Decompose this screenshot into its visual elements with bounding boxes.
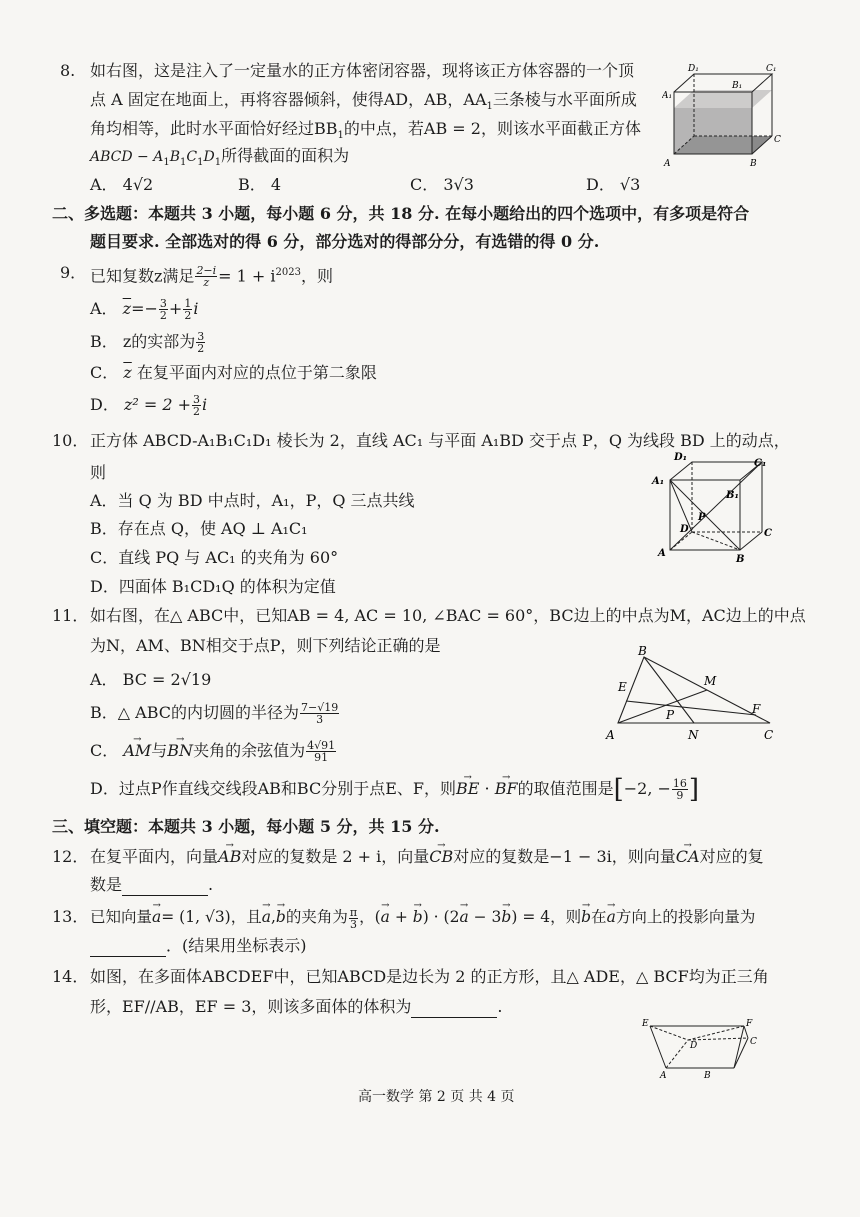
- q9-stem: 已知复数z满足 $\frac{2-i}{z}$ = $1 + i^{2023}$，则: [90, 264, 334, 290]
- q8-label-d1: D₁: [688, 64, 699, 74]
- q11-label-e: E: [618, 680, 627, 694]
- q10-label-c: C: [764, 528, 772, 539]
- q12-number: 12．: [52, 847, 89, 866]
- q14-label-e: E: [642, 1019, 649, 1029]
- section3-heading: 三、填空题：本题共 3 小题，每小题 5 分，共 15 分.: [52, 817, 440, 836]
- q10-line2: 则: [90, 463, 107, 482]
- q14-label-d: D: [690, 1041, 698, 1051]
- q8-option-a: A． 4√2: [90, 175, 154, 194]
- q10-label-a1: A₁: [652, 476, 665, 487]
- q8-number: 8.: [60, 61, 76, 80]
- q10-cube-figure: [650, 450, 780, 565]
- q8-line1: 如右图，这是注入了一定量水的正方体密闭容器，现将该正方体容器的一个顶: [90, 61, 635, 80]
- q11-label-b: B: [638, 645, 647, 658]
- section2-heading: 二、多选题：本题共 3 小题，每小题 6 分，共 18 分. 在每小题给出的四个选项中，有多项是符合: [52, 204, 750, 223]
- q9-number: 9．: [60, 263, 87, 282]
- q10-label-d: D: [680, 524, 689, 535]
- q11-option-c: C． → AM与→ BN夹角的余弦值为 $\frac{4√91}{91}$: [90, 740, 337, 763]
- q8-label-c: C: [774, 135, 781, 145]
- q14-line2: 形，EF//AB，EF = 3，则该多面体的体积为 .: [90, 997, 503, 1016]
- q8-option-c: C． 3√3: [410, 175, 474, 194]
- q8-label-c1: C₁: [766, 64, 777, 74]
- q8-label-b: B: [750, 159, 757, 169]
- q8-option-d: D． √3: [586, 175, 641, 194]
- q8-line2: 点 A 固定在地面上，再将容器倾斜，使得AD，AB，$AA_1$三条棱与水平面所成: [90, 90, 637, 113]
- q10-option-a: A．当 Q 为 BD 中点时，A₁，P，Q 三点共线: [90, 491, 415, 510]
- q8-label-a: A: [664, 159, 671, 169]
- q10-label-c1: C₁: [754, 458, 767, 469]
- q8-cube-figure: [662, 62, 782, 172]
- q10-label-d1: D₁: [674, 452, 688, 463]
- q14-label-a: A: [660, 1071, 667, 1081]
- q11-option-d: D．过点P作直线交线段AB和BC分别于点E、F，则→ BE · → BF的取值范围是[−2, − $\frac{16}{9}$ ]: [90, 778, 699, 801]
- q10-option-c: C．直线 PQ 与 AC₁ 的夹角为 60°: [90, 548, 339, 567]
- q14-answer-blank[interactable]: [411, 1001, 497, 1018]
- q13-line1: 已知向量→ a= (1, √3)，且→ a,→ b的夹角为 $\frac{\pi}{3}$ ，(→ a + → b) · (2→ a − 3→ b) = 4，则→ b在→ a方向上的投影向量为: [90, 906, 755, 930]
- q13-answer-blank[interactable]: [90, 940, 166, 957]
- q12-line1: 在复平面内，向量→ AB对应的复数是 2 + i，向量→ CB对应的复数是−1 − 3i，则向量→ CA对应的复: [90, 846, 764, 868]
- q14-number: 14．: [52, 967, 89, 986]
- q11-label-c: C: [764, 728, 774, 742]
- q14-label-b: B: [704, 1071, 711, 1081]
- q12-line2: 数是 .: [90, 875, 214, 894]
- q11-label-f: F: [752, 702, 761, 716]
- page-footer: 高一数学 第 2 页 共 4 页: [358, 1089, 515, 1105]
- q8-line4: ABCD − $A_1B_1C_1D_1$所得截面的面积为: [90, 146, 350, 168]
- q11-line1: 如右图，在△ ABC中，已知AB = 4, AC = 10, ∠BAC = 60°，BC边上的中点为M，AC边上的中点: [90, 606, 806, 625]
- q11-label-p: P: [666, 708, 675, 722]
- q10-label-b1: B₁: [726, 490, 739, 501]
- q10-label-b: B: [736, 554, 745, 565]
- q8-line3: 角均相等，此时水平面恰好经过$BB_1$的中点，若AB = 2，则该水平面截正方体: [90, 119, 641, 142]
- q9-option-c: C． $\overline{z}$ 在复平面内对应的点位于第二象限: [90, 363, 377, 382]
- q11-triangle-figure: [600, 645, 785, 745]
- section2-heading-line2: 题目要求. 全部选对的得 6 分，部分选对的得部分分，有选错的得 0 分.: [90, 232, 600, 251]
- q10-line1: 正方体 ABCD-A₁B₁C₁D₁ 棱长为 2，直线 AC₁ 与平面 A₁BD 交于点 P，Q 为线段 BD 上的动点，: [90, 431, 790, 450]
- q10-label-p: P: [698, 512, 706, 523]
- q9-option-b: B． z的实部为 $\frac{3}{2}$: [90, 330, 205, 355]
- q10-option-d: D．四面体 B₁CD₁Q 的体积为定值: [90, 577, 336, 596]
- q10-number: 10．: [52, 431, 89, 450]
- q11-number: 11．: [52, 606, 89, 625]
- q13-line2: ．(结果用坐标表示): [90, 935, 307, 957]
- q11-line2: 为N，AM、BN相交于点P，则下列结论正确的是: [90, 636, 441, 655]
- q14-label-c: C: [750, 1037, 757, 1047]
- q14-line1: 如图，在多面体ABCDEF中，已知ABCD是边长为 2 的正方形，且△ ADE，△ BCF均为正三角: [90, 967, 769, 986]
- q8-option-b: B． 4: [238, 175, 282, 194]
- q11-label-m: M: [704, 674, 717, 688]
- q11-label-a: A: [606, 728, 615, 742]
- q11-option-a: A． BC = 2√19: [90, 670, 212, 689]
- q8-label-a1: A₁: [662, 91, 673, 101]
- q13-number: 13．: [52, 907, 89, 926]
- q9-option-a: A． $\overline{z}=-$ $\frac{3}{2}$ + $\frac{1}{2}$ i: [90, 297, 199, 322]
- q14-label-f: F: [746, 1019, 753, 1029]
- q8-label-b1: B₁: [732, 81, 743, 91]
- q11-option-b: B．△ ABC的内切圆的半径为 $\frac{7-√19}{3}$: [90, 701, 339, 726]
- q10-label-a: A: [658, 548, 666, 559]
- q11-label-n: N: [688, 728, 699, 742]
- q14-polyhedron-figure: [636, 1018, 766, 1082]
- q9-option-d: D． z² = 2 + $\frac{3}{2}$ i: [90, 393, 208, 418]
- q12-answer-blank[interactable]: [122, 879, 208, 896]
- q10-option-b: B．存在点 Q，使 AQ ⊥ A₁C₁: [90, 519, 308, 538]
